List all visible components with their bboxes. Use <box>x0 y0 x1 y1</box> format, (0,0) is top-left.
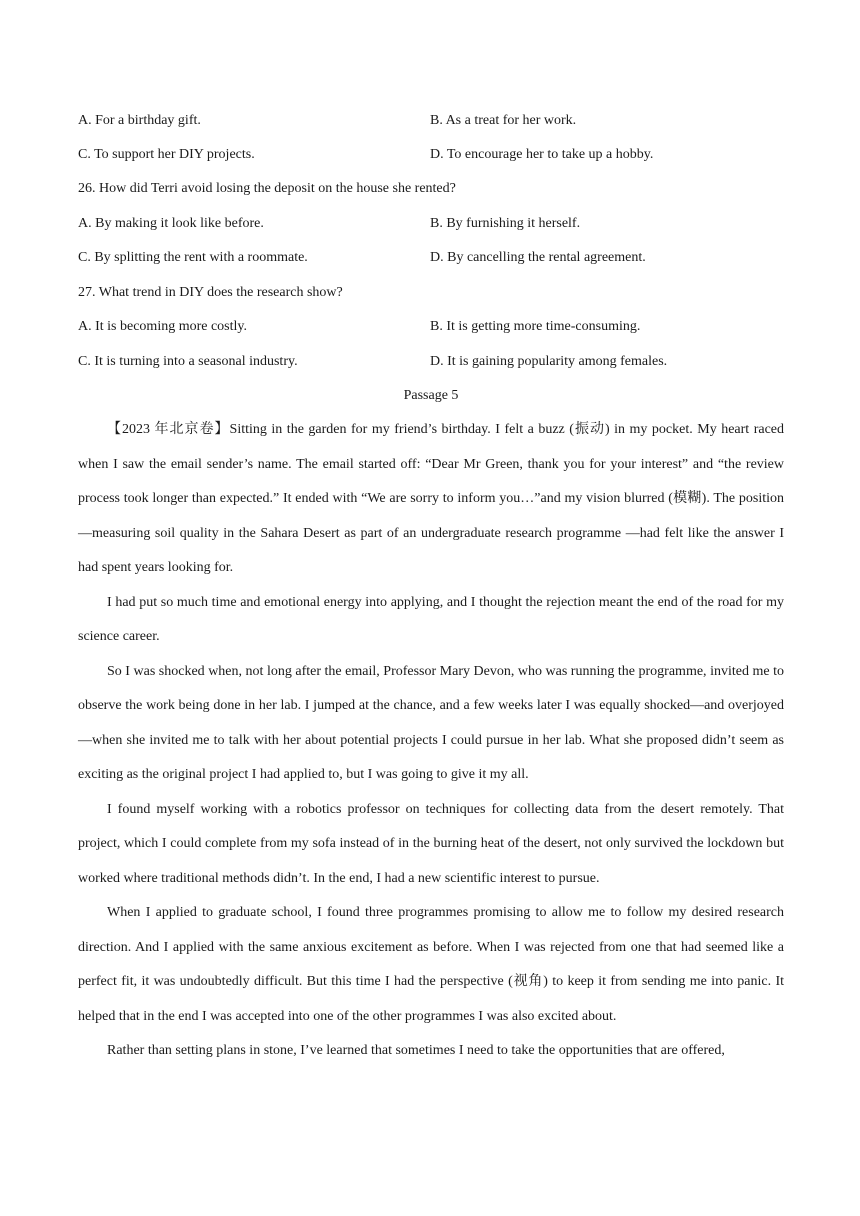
passage-paragraph: When I applied to graduate school, I found three programmes promising to allow me to follow my desired research direction. And I applied with the same anxious excitement as before. When I was rejected from one that had seemed like a perfect fit, it was undoubtedly difficult. But this time I had the perspective (视角) to keep it from sending me into panic. It helped that in the end I was accepted into one of the other programmes I was also excited about. <box>78 905 784 1024</box>
q25-option-b: B. As a treat for her work. <box>430 113 577 128</box>
passage-title: Passage 5 <box>403 388 459 403</box>
passage-paragraph: 【2023 年北京卷】Sitting in the garden for my friend’s birthday. I felt a buzz (振动) in my pocket. My heart raced when I saw the email sender’s name. The email started off: “Dear Mr Green, thank you for your interest” and “the review process took longer than expected.” It ended with “We are sorry to inform you…”and my vision blurred (模糊). The position—measuring soil quality in the Sahara Desert as part of an undergraduate research programme —had felt like the answer I had spent years looking for. <box>78 422 784 575</box>
q27-option-a: A. It is becoming more costly. <box>78 319 248 334</box>
q26-option-d: D. By cancelling the rental agreement. <box>430 250 646 265</box>
q27-option-c: C. It is turning into a seasonal industry. <box>78 354 298 369</box>
q26-option-c: C. By splitting the rent with a roommate. <box>78 250 308 265</box>
q25-option-c: C. To support her DIY projects. <box>78 147 255 162</box>
passage-paragraph: So I was shocked when, not long after the email, Professor Mary Devon, who was running the programme, invited me to observe the work being done in her lab. I jumped at the chance, and a few weeks later I was equally shocked—and overjoyed—when she invited me to talk with her about potential projects I could pursue in her lab. What she proposed didn’t seem as exciting as the original project I had applied to, but I was going to give it my all. <box>78 663 784 782</box>
q26-question: 26. How did Terri avoid losing the deposit on the house she rented? <box>78 181 456 196</box>
passage-body <box>78 413 784 1069</box>
q27-question: 27. What trend in DIY does the research show? <box>78 285 343 300</box>
q27-option-b: B. It is getting more time-consuming. <box>430 319 641 334</box>
q25-option-a: A. For a birthday gift. <box>78 113 201 128</box>
passage-paragraph: I had put so much time and emotional energy into applying, and I thought the rejection meant the end of the road for my science career. <box>78 594 784 644</box>
q26-option-b: B. By furnishing it herself. <box>430 216 581 231</box>
passage-paragraph: I found myself working with a robotics professor on techniques for collecting data from the desert remotely. That project, which I could complete from my sofa instead of in the burning heat of the desert, not only survived the lockdown but worked where traditional methods didn’t. In the end, I had a new scientific interest to pursue. <box>78 801 784 886</box>
q27-option-d: D. It is gaining popularity among females. <box>430 354 668 369</box>
q26-option-a: A. By making it look like before. <box>78 216 264 231</box>
passage-paragraph: Rather than setting plans in stone, I’ve learned that sometimes I need to take the opportunities that are offered, <box>107 1043 725 1058</box>
q25-option-d: D. To encourage her to take up a hobby. <box>430 147 654 162</box>
